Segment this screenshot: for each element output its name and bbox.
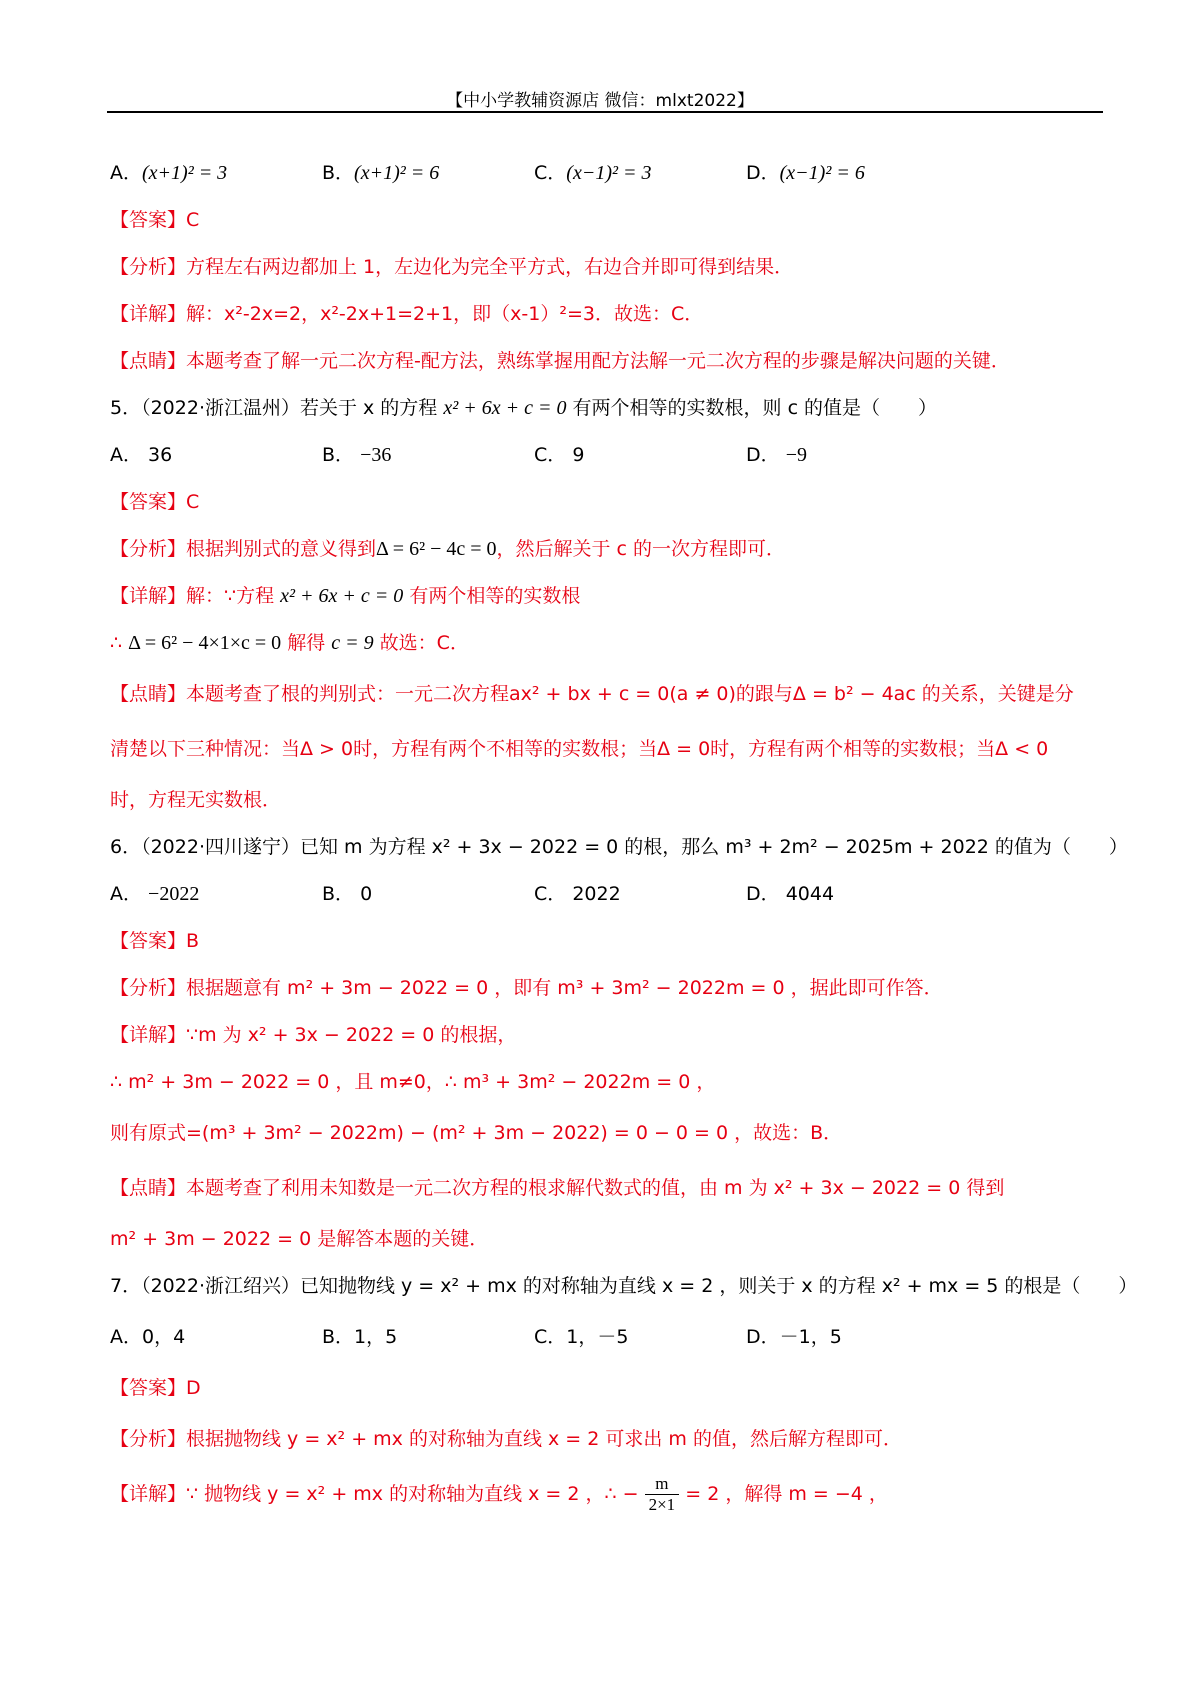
- q7-stem: 7．（2022·浙江绍兴）已知抛物线 y = x² + mx 的对称轴为直线 x = 2 ，则关于 x 的方程 x² + mx = 5 的根是（ ）: [110, 1275, 1138, 1297]
- q5-detail-2: ∴ Δ = 6² − 4×1×c = 0 解得 c = 9 故选：C．: [110, 632, 469, 654]
- document-body: [110, 150, 1138, 1522]
- q5-options: A． 36 B． −36 C． 9 D． −9: [110, 444, 807, 466]
- option-math: (x−1)² = 3: [566, 162, 652, 184]
- option-math: (x+1)² = 6: [354, 162, 440, 184]
- q4-options: [110, 150, 1100, 197]
- q4-comment: 【点睛】本题考查了解一元二次方程-配方法，熟练掌握用配方法解一元二次方程的步骤是解决问题的关键．: [110, 350, 1010, 372]
- q5-answer: 【答案】C: [110, 491, 200, 513]
- q7-answer: 【答案】D: [110, 1377, 201, 1399]
- q5-comment-2: 清楚以下三种情况：当Δ > 0时，方程有两个不相等的实数根；当Δ = 0时，方程有两个相等的实数根；当Δ < 0: [110, 738, 1049, 760]
- q5-stem: 5．（2022·浙江温州）若关于 x 的方程 x² + 6x + c = 0 有两个相等的实数根，则 c 的值是（ ）: [110, 397, 938, 419]
- fraction: $\frac{m}{2\times 1}$: [645, 1474, 680, 1515]
- option-label: A．: [110, 162, 142, 184]
- q6-answer: 【答案】B: [110, 930, 200, 952]
- page-header: 【中小学教辅资源店 微信：mlxt2022】: [446, 91, 754, 111]
- q5-analysis: 【分析】根据判别式的意义得到Δ = 6² − 4c = 0，然后解关于 c 的一次方程即可．: [110, 538, 786, 560]
- q6-comment-2: m² + 3m − 2022 = 0 是解答本题的关键．: [110, 1228, 489, 1250]
- q6-analysis: 【分析】根据题意有 m² + 3m − 2022 = 0 ，即有 m³ + 3m² − 2022m = 0 ，据此即可作答．: [110, 977, 943, 999]
- option-label: B．: [322, 162, 355, 184]
- q6-detail-3: 则有原式=(m³ + 3m² − 2022m) − (m² + 3m − 2022) = 0 − 0 = 0 ，故选：B．: [110, 1122, 843, 1144]
- q5-comment-3: 时，方程无实数根．: [110, 789, 282, 811]
- q7-options: A．0，4 B．1，5 C．1，－5 D．－1，5: [110, 1326, 842, 1348]
- q6-detail: 【详解】∵m 为 x² + 3x − 2022 = 0 的根据，: [110, 1024, 517, 1046]
- q7-detail: 【详解】∵ 抛物线 y = x² + mx 的对称轴为直线 x = 2 ，∴ − $\frac{m}{2\times 1}$ = 2 ，解得 m = −4 ，: [110, 1474, 888, 1514]
- q6-options: A． −2022 B． 0 C． 2022 D． 4044: [110, 883, 835, 905]
- q4-detail: 【详解】解：x²-2x=2，x²-2x+1=2+1，即（x-1）²=3．故选：C．: [110, 303, 704, 325]
- q4-analysis: 【分析】方程左右两边都加上 1，左边化为完全平方式，右边合并即可得到结果．: [110, 256, 794, 278]
- option-math: (x−1)² = 6: [779, 162, 865, 184]
- q5-detail: 【详解】解：∵方程 x² + 6x + c = 0 有两个相等的实数根: [110, 585, 581, 607]
- q5-comment: 【点睛】本题考查了根的判别式：一元二次方程ax² + bx + c = 0(a ≠ 0)的跟与Δ = b² − 4ac 的关系，关键是分: [110, 683, 1074, 705]
- option-label: C．: [534, 162, 567, 184]
- header-rule: [107, 111, 1103, 113]
- q4-answer: 【答案】C: [110, 209, 200, 231]
- q7-analysis: 【分析】根据抛物线 y = x² + mx 的对称轴为直线 x = 2 可求出 m 的值，然后解方程即可．: [110, 1428, 902, 1450]
- option-math: (x+1)² = 3: [142, 162, 228, 184]
- q6-stem: 6．（2022·四川遂宁）已知 m 为方程 x² + 3x − 2022 = 0 的根，那么 m³ + 2m² − 2025m + 2022 的值为（ ）: [110, 836, 1128, 858]
- q6-detail-2: ∴ m² + 3m − 2022 = 0 ，且 m≠0，∴ m³ + 3m² − 2022m = 0 ，: [110, 1071, 716, 1093]
- option-label: D．: [746, 162, 780, 184]
- q6-comment: 【点睛】本题考查了利用未知数是一元二次方程的根求解代数式的值，由 m 为 x² + 3x − 2022 = 0 得到: [110, 1177, 1005, 1199]
